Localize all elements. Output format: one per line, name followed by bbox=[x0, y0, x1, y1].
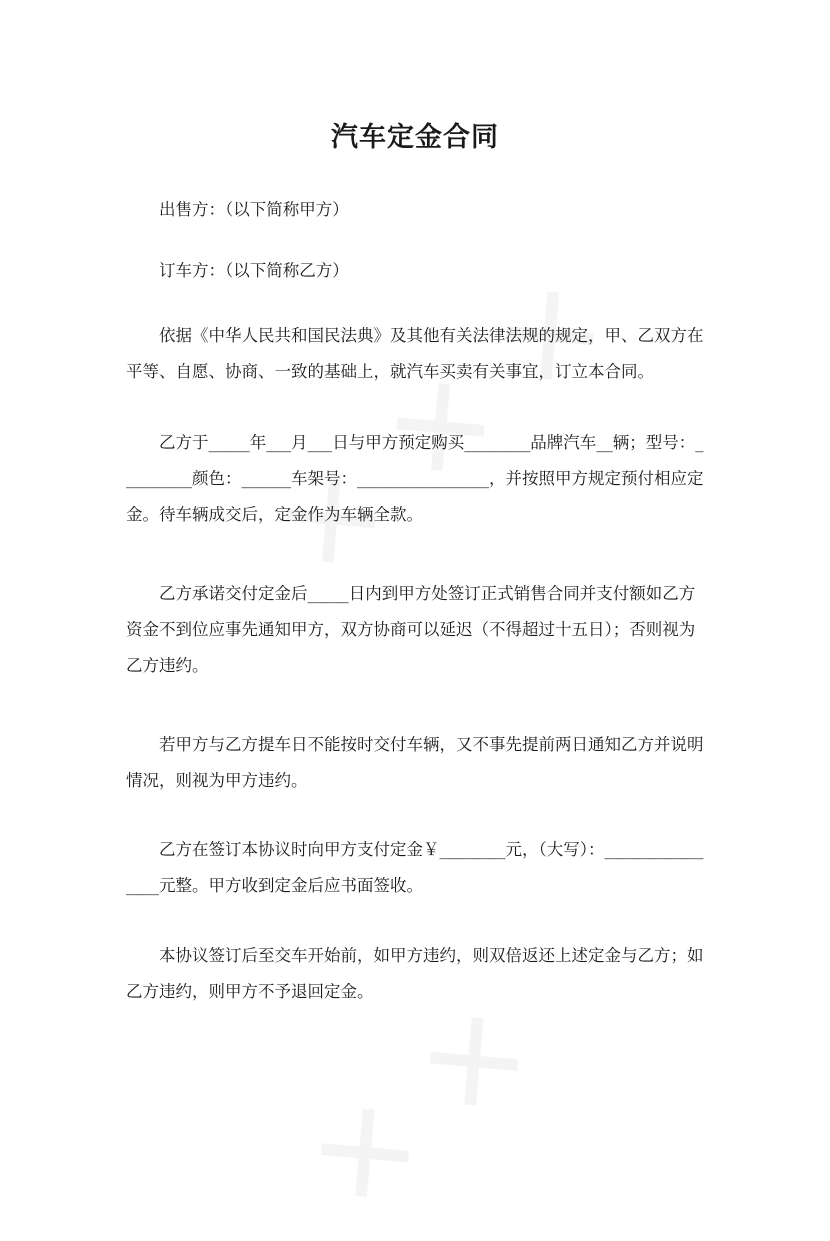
deposit-amount-paragraph: 乙方在签订本协议时向甲方支付定金￥________元，（大写）：________________元整。甲方收到定金后应书面签收。 bbox=[126, 840, 704, 895]
breach-terms-paragraph: 本协议签订后至交车开始前，如甲方违约，则双倍返还上述定金与乙方；如乙方违约，则甲方不予退回定金。 bbox=[126, 946, 704, 1001]
seller-line: 出售方：（以下简称甲方） bbox=[159, 200, 349, 219]
preamble-paragraph: 依据《中华人民共和国民法典》及其他有关法律法规的规定，甲、乙双方在平等、自愿、协商、一致的基础上，就汽车买卖有关事宜，订立本合同。 bbox=[126, 326, 704, 381]
buyer-line: 订车方：（以下简称乙方） bbox=[159, 261, 349, 280]
buyer-obligation-paragraph: 乙方承诺交付定金后_____日内到甲方处签订正式销售合同并支付额如乙方资金不到位应事先通知甲方，双方协商可以延迟（不得超过十五日）；否则视为乙方违约。 bbox=[126, 584, 696, 675]
document-title: 汽车定金合同 bbox=[331, 122, 499, 153]
seller-breach-paragraph: 若甲方与乙方提车日不能按时交付车辆，又不事先提前两日通知乙方并说明情况，则视为甲方违约。 bbox=[126, 735, 704, 790]
watermark bbox=[284, 978, 559, 1241]
order-details-paragraph: 乙方于_____年___月___日与甲方预定购买________品牌汽车__辆；型号：_________颜色：______车架号：________________，并按照甲方规定预付相应定金。待车辆成交后，定金作为车辆全款。 bbox=[126, 433, 704, 524]
